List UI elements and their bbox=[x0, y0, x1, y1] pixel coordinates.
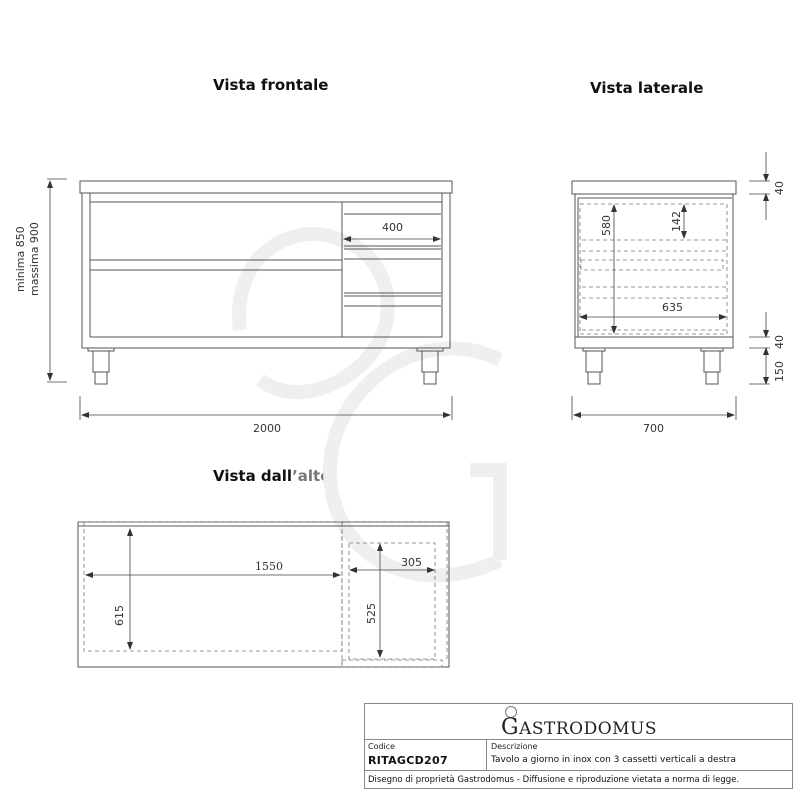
top-view-dimensions bbox=[86, 529, 434, 657]
side-bottom-shelf-dimension: 40 bbox=[773, 335, 786, 349]
top-view-drawing bbox=[78, 522, 449, 667]
title-block-info-row bbox=[365, 740, 792, 771]
title-block bbox=[364, 703, 793, 789]
title-block-logo-row bbox=[365, 704, 792, 740]
watermark-logo-icon bbox=[239, 234, 500, 576]
side-inner-height-dimension: 580 bbox=[600, 215, 613, 236]
top-compartment-width-dimension: 1550 bbox=[255, 560, 283, 573]
description-cell bbox=[487, 740, 792, 770]
top-view-hidden-lines bbox=[78, 522, 449, 667]
copyright-footer: Disegno di proprietà Gastrodomus - Diffusione e riproduzione vietata a norma di legge. bbox=[368, 775, 740, 785]
top-drawer-depth-dimension: 525 bbox=[365, 603, 378, 624]
side-width-dimension: 700 bbox=[643, 422, 664, 435]
side-drawer-height-dimension: 142 bbox=[670, 211, 683, 232]
side-feet-dimension: 150 bbox=[773, 361, 786, 382]
brand-rest: ASTRODOMUS bbox=[519, 719, 658, 739]
brand-initial: G bbox=[501, 715, 520, 740]
side-top-thickness-dimension: 40 bbox=[773, 181, 786, 195]
top-view-title-main: Vista dall bbox=[213, 467, 293, 485]
front-height-max-dimension: massima 900 bbox=[28, 222, 41, 296]
code-cell bbox=[365, 740, 487, 770]
front-height-min-dimension: minima 850 bbox=[14, 226, 27, 292]
top-view-title-faded: ’alto bbox=[292, 467, 331, 485]
side-view-dimensions bbox=[572, 152, 770, 420]
code-label: Codice bbox=[368, 742, 396, 751]
side-inner-depth-dimension: 635 bbox=[662, 301, 683, 314]
front-drawer-width-dimension: 400 bbox=[382, 221, 403, 234]
front-view-drawing bbox=[80, 181, 452, 384]
front-view-title: Vista frontale bbox=[213, 76, 329, 94]
description-value: Tavolo a giorno in inox con 3 cassetti verticali a destra bbox=[491, 755, 736, 765]
code-value: RITAGCD207 bbox=[368, 754, 448, 767]
top-drawer-width-dimension: 305 bbox=[401, 556, 422, 569]
side-view-drawing bbox=[572, 181, 736, 384]
brand-name bbox=[501, 715, 657, 740]
top-compartment-depth-dimension: 615 bbox=[113, 605, 126, 626]
side-view-title: Vista laterale bbox=[590, 79, 704, 97]
description-label: Descrizione bbox=[491, 742, 538, 751]
front-width-dimension: 2000 bbox=[253, 422, 281, 435]
